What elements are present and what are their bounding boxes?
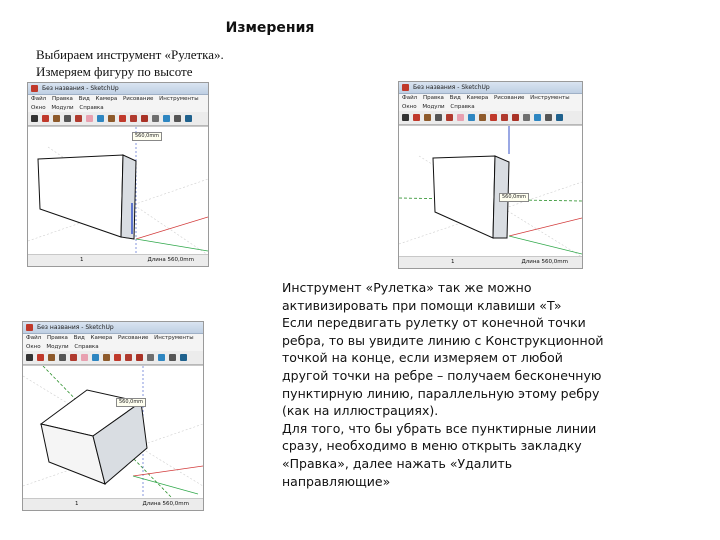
offset-icon[interactable] — [136, 354, 143, 361]
select-arrow-icon[interactable] — [31, 115, 38, 122]
paint-bucket-icon[interactable] — [468, 114, 475, 121]
status-hint: 1 — [75, 501, 79, 507]
menu-draw[interactable]: Рисование — [493, 95, 525, 101]
arc-icon[interactable] — [446, 114, 453, 121]
menu-tools[interactable]: Инструменты — [159, 96, 199, 102]
menu-camera[interactable]: Камера — [95, 96, 118, 102]
menu-edit[interactable]: Правка — [51, 96, 73, 102]
move-icon[interactable] — [490, 114, 497, 121]
menu-file[interactable]: Файл — [31, 96, 47, 102]
zoom-icon[interactable] — [556, 114, 563, 121]
status-bar — [399, 256, 582, 268]
status-hint: 1 — [80, 257, 84, 263]
rectangle-icon[interactable] — [48, 354, 55, 361]
orbit-icon[interactable] — [534, 114, 541, 121]
arc-icon[interactable] — [70, 354, 77, 361]
menu-tools[interactable]: Инструменты — [154, 335, 194, 341]
toolbar — [399, 111, 582, 125]
circle-icon[interactable] — [59, 354, 66, 361]
status-bar — [23, 498, 203, 510]
menu-view[interactable]: Вид — [449, 95, 461, 101]
menu-help[interactable]: Справка — [74, 344, 99, 350]
window-title: Без названия - SketchUp — [413, 84, 490, 91]
sketchup-screenshot-guide — [398, 81, 583, 269]
tape-measure-icon[interactable] — [152, 115, 159, 122]
rectangle-icon[interactable] — [424, 114, 431, 121]
circle-icon[interactable] — [64, 115, 71, 122]
intro-line-1: Выбираем инструмент «Рулетка». — [36, 47, 224, 62]
rotate-icon[interactable] — [125, 354, 132, 361]
sketchup-app-icon — [402, 84, 409, 91]
viewport — [399, 125, 582, 257]
menu-bar-row-2 — [28, 104, 208, 112]
status-hint: 1 — [451, 259, 455, 265]
measure-tooltip: 560,0mm — [499, 193, 529, 202]
menu-edit[interactable]: Правка — [46, 335, 68, 341]
window-title: Без названия - SketchUp — [37, 324, 114, 331]
arc-icon[interactable] — [75, 115, 82, 122]
eraser-icon[interactable] — [457, 114, 464, 121]
menu-draw[interactable]: Рисование — [122, 96, 154, 102]
instructions-text — [282, 279, 612, 490]
menu-help[interactable]: Справка — [79, 105, 104, 111]
select-arrow-icon[interactable] — [402, 114, 409, 121]
window-titlebar — [399, 82, 582, 94]
sketchup-app-icon — [26, 324, 33, 331]
pan-icon[interactable] — [545, 114, 552, 121]
intro-line-2: Измеряем фигуру по высоте — [36, 64, 193, 79]
pencil-icon[interactable] — [37, 354, 44, 361]
pan-icon[interactable] — [174, 115, 181, 122]
menu-camera[interactable]: Камера — [90, 335, 113, 341]
paragraph-delete-guides: Для того, что бы убрать все пунктирные линии сразу, необходимо в меню открыть закладку «Правка», далее нажать «Удалить направляющие» — [282, 420, 597, 489]
move-icon[interactable] — [114, 354, 121, 361]
model-view — [28, 127, 208, 255]
push-pull-icon[interactable] — [103, 354, 110, 361]
window-titlebar — [23, 322, 203, 334]
menu-file[interactable]: Файл — [402, 95, 418, 101]
menu-bar — [23, 334, 203, 343]
window-title: Без названия - SketchUp — [42, 85, 119, 92]
menu-tools[interactable]: Инструменты — [530, 95, 570, 101]
zoom-icon[interactable] — [185, 115, 192, 122]
pencil-icon[interactable] — [42, 115, 49, 122]
sketchup-screenshot-edge — [22, 321, 204, 511]
window-titlebar — [28, 83, 208, 95]
tape-measure-icon[interactable] — [523, 114, 530, 121]
offset-icon[interactable] — [141, 115, 148, 122]
menu-plugins[interactable]: Модули — [46, 344, 69, 350]
menu-view[interactable]: Вид — [78, 96, 90, 102]
orbit-icon[interactable] — [158, 354, 165, 361]
offset-icon[interactable] — [512, 114, 519, 121]
measure-tooltip: 560,0mm — [116, 398, 146, 407]
push-pull-icon[interactable] — [479, 114, 486, 121]
page-title: Измерения — [225, 20, 315, 36]
eraser-icon[interactable] — [86, 115, 93, 122]
toolbar — [28, 112, 208, 126]
status-measurement: Длина 560,0mm — [142, 501, 189, 507]
circle-icon[interactable] — [435, 114, 442, 121]
menu-plugins[interactable]: Модули — [422, 104, 445, 110]
menu-edit[interactable]: Правка — [422, 95, 444, 101]
menu-camera[interactable]: Камера — [466, 95, 489, 101]
menu-file[interactable]: Файл — [26, 335, 42, 341]
status-measurement: Длина 560,0mm — [521, 259, 568, 265]
menu-window[interactable]: Окно — [31, 105, 46, 111]
menu-bar — [399, 94, 582, 103]
paragraph-guide-lines: Если передвигать рулетку от конечной точки ребра, то вы увидите линию с Конструкционной точкой на конце, если измеряем от любой другой точки на ребре – получаем бесконечную пунктирную линию, параллельную этому ребру (как на иллюстрациях). — [282, 315, 604, 419]
status-bar — [28, 254, 208, 266]
intro-text — [36, 46, 224, 80]
push-pull-icon[interactable] — [108, 115, 115, 122]
move-icon[interactable] — [119, 115, 126, 122]
menu-bar — [28, 95, 208, 104]
menu-bar-row-2 — [23, 343, 203, 351]
paragraph-shortcut: Инструмент «Рулетка» так же можно активизировать при помощи клавиши «T» — [282, 280, 562, 313]
menu-help[interactable]: Справка — [450, 104, 475, 110]
menu-plugins[interactable]: Модули — [51, 105, 74, 111]
tape-measure-icon[interactable] — [147, 354, 154, 361]
menu-window[interactable]: Окно — [26, 344, 41, 350]
menu-window[interactable]: Окно — [402, 104, 417, 110]
eraser-icon[interactable] — [81, 354, 88, 361]
toolbar — [23, 351, 203, 365]
status-measurement: Длина 560,0mm — [147, 257, 194, 263]
select-arrow-icon[interactable] — [26, 354, 33, 361]
paint-bucket-icon[interactable] — [92, 354, 99, 361]
model-view — [399, 126, 582, 257]
rotate-icon[interactable] — [130, 115, 137, 122]
paint-bucket-icon[interactable] — [97, 115, 104, 122]
zoom-icon[interactable] — [180, 354, 187, 361]
menu-draw[interactable]: Рисование — [117, 335, 149, 341]
rotate-icon[interactable] — [501, 114, 508, 121]
menu-bar-row-2 — [399, 103, 582, 111]
measure-tooltip: 560,0mm — [132, 132, 162, 141]
model-view — [23, 366, 203, 499]
pencil-icon[interactable] — [413, 114, 420, 121]
viewport — [28, 126, 208, 255]
sketchup-screenshot-height — [27, 82, 209, 267]
menu-view[interactable]: Вид — [73, 335, 85, 341]
orbit-icon[interactable] — [163, 115, 170, 122]
rectangle-icon[interactable] — [53, 115, 60, 122]
pan-icon[interactable] — [169, 354, 176, 361]
viewport — [23, 365, 203, 499]
sketchup-app-icon — [31, 85, 38, 92]
